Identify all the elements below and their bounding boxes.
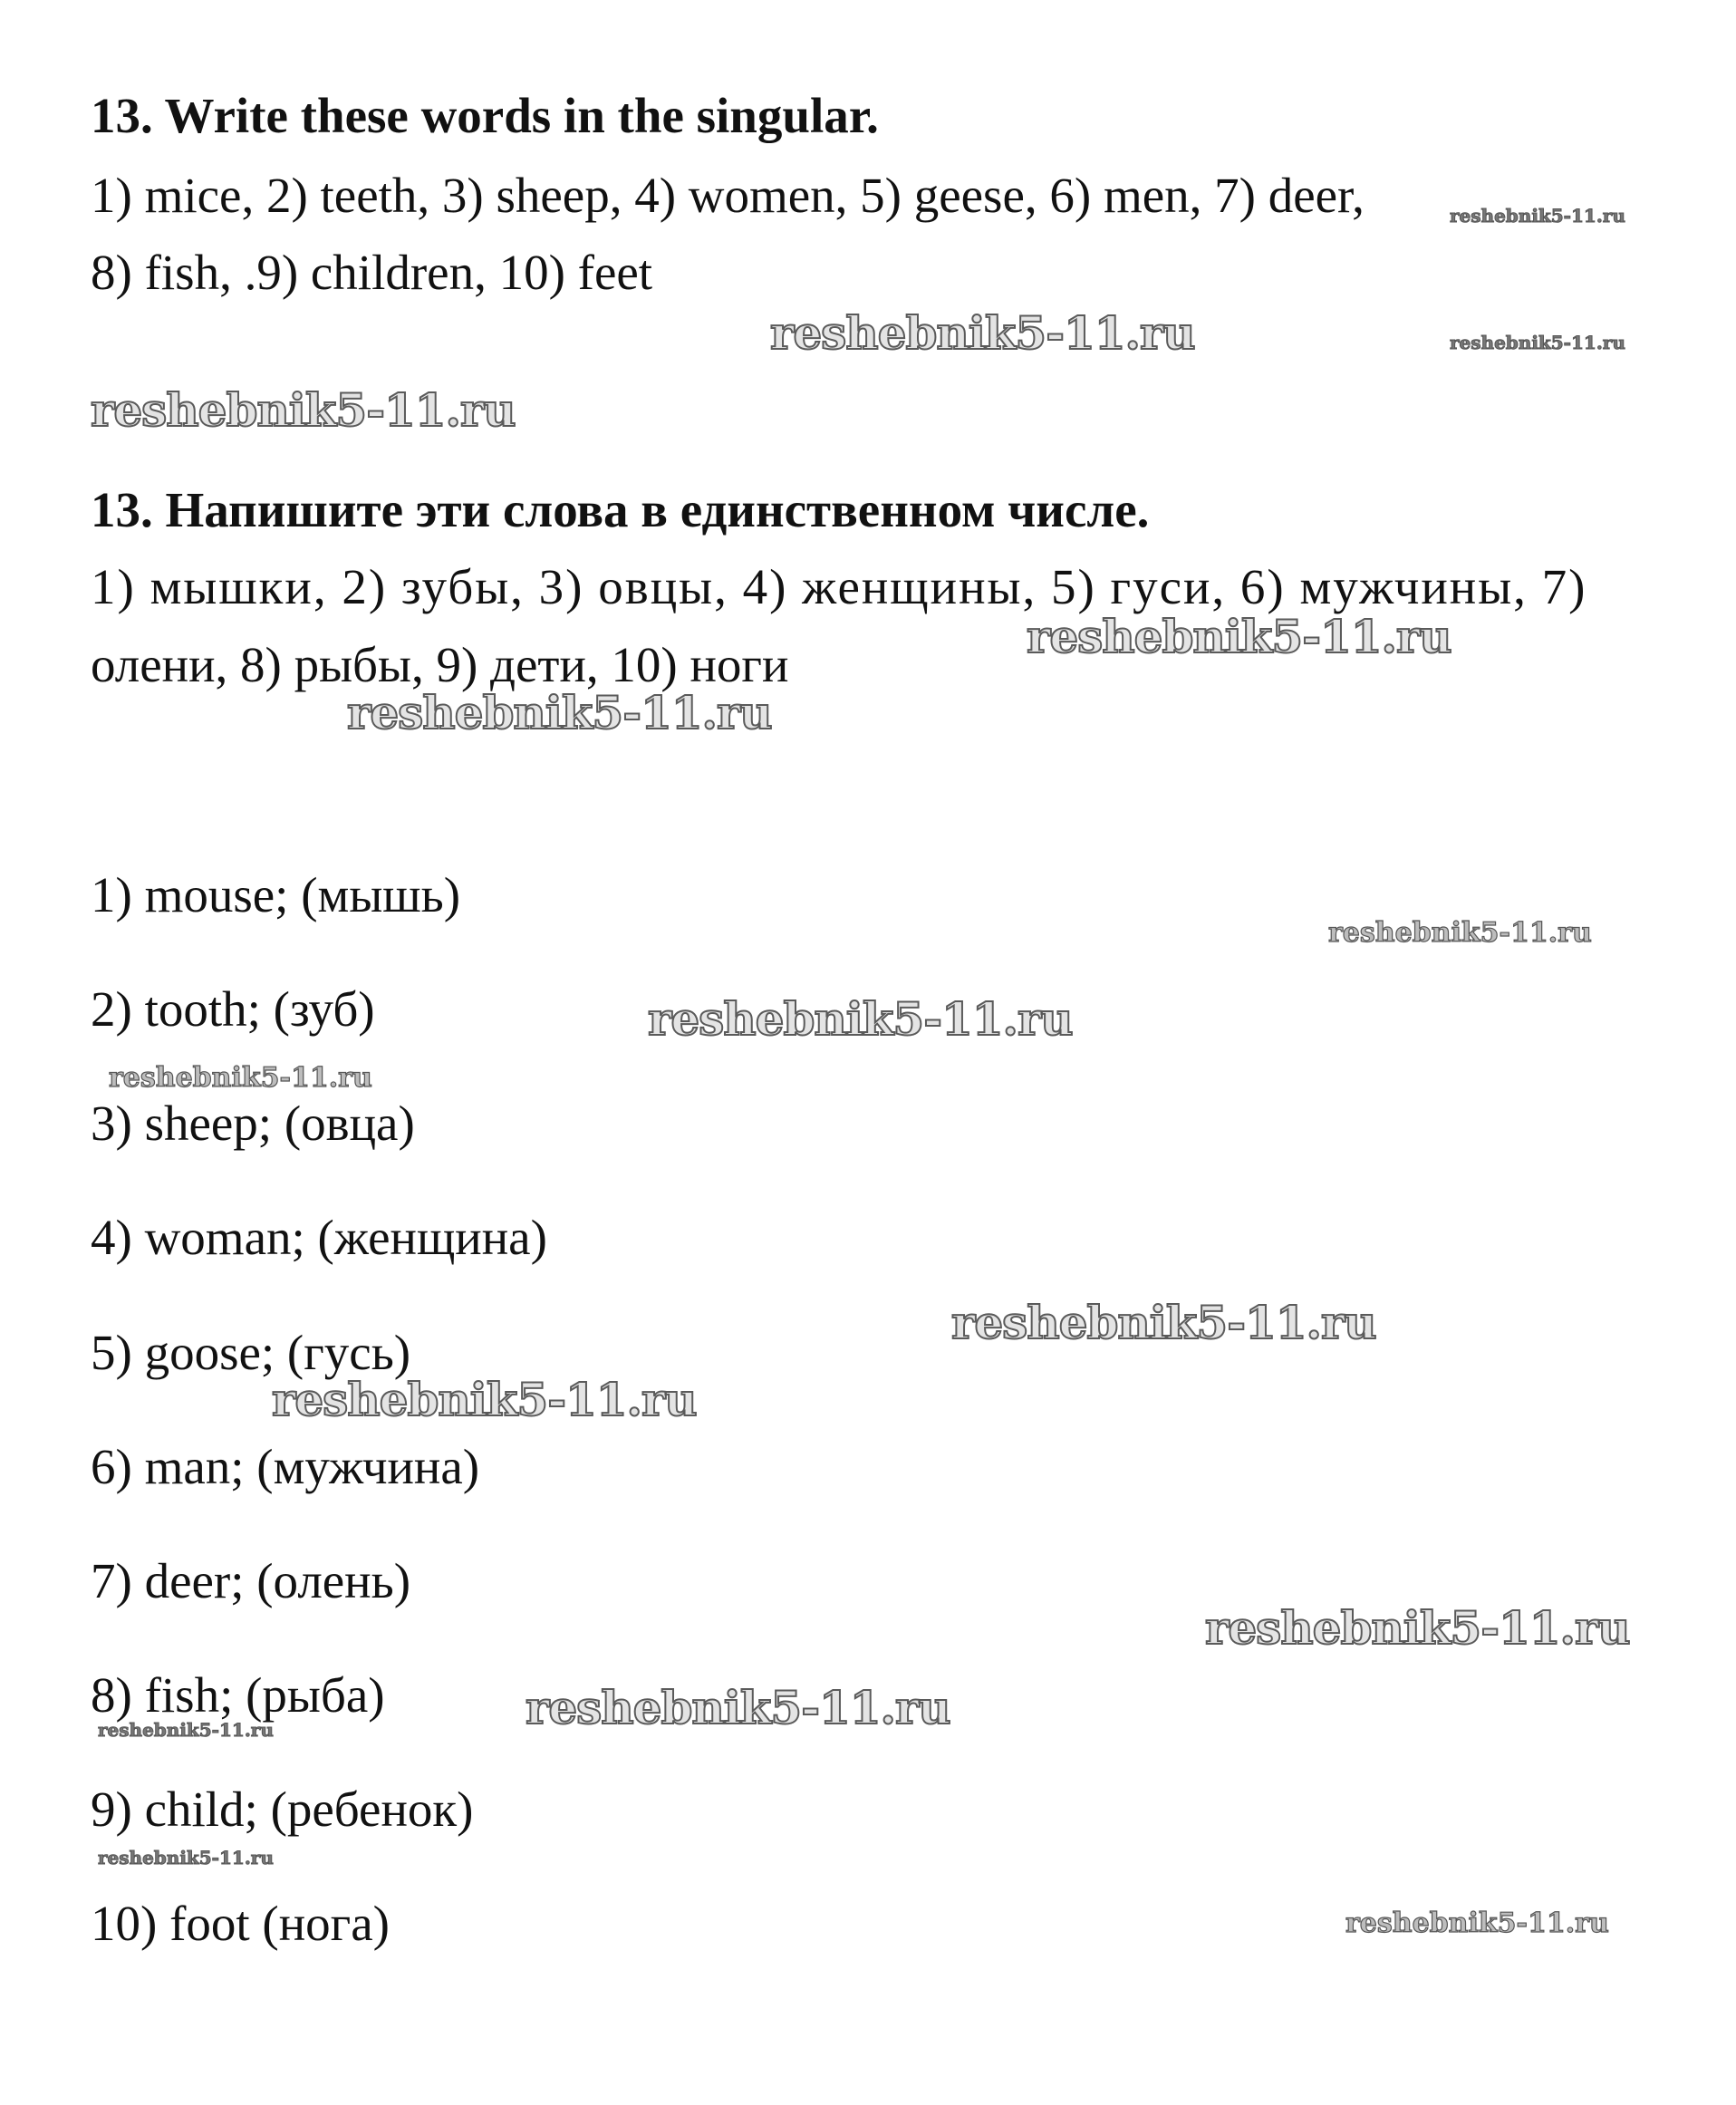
watermark: reshebnik5-11.ru xyxy=(347,686,772,739)
watermark: reshebnik5-11.ru xyxy=(770,306,1195,360)
russian-task-heading: 13. Напишите эти слова в единственном числе. xyxy=(91,482,1150,537)
watermark: reshebnik5-11.ru xyxy=(1328,917,1592,949)
watermark: reshebnik5-11.ru xyxy=(951,1296,1376,1349)
watermark: reshebnik5-11.ru xyxy=(1450,205,1625,227)
watermark: reshebnik5-11.ru xyxy=(648,992,1073,1046)
watermark: reshebnik5-11.ru xyxy=(1345,1907,1609,1939)
watermark: reshebnik5-11.ru xyxy=(109,1062,372,1094)
watermark: reshebnik5-11.ru xyxy=(98,1847,274,1868)
answer-item-8: 8) fish; (рыба) xyxy=(91,1667,385,1723)
watermark: reshebnik5-11.ru xyxy=(272,1373,697,1426)
russian-task-words-line-1: 1) мышки, 2) зубы, 3) овцы, 4) женщины, 5) гуси, 6) мужчины, 7) xyxy=(91,559,1587,614)
english-task-words-line-2: 8) fish, .9) children, 10) feet xyxy=(91,245,653,300)
answer-item-7: 7) deer; (олень) xyxy=(91,1553,411,1608)
watermark: reshebnik5-11.ru xyxy=(1027,610,1451,663)
answer-item-3: 3) sheep; (овца) xyxy=(91,1096,415,1151)
answer-item-4: 4) woman; (женщина) xyxy=(91,1210,547,1265)
answer-item-9: 9) child; (ребенок) xyxy=(91,1782,474,1837)
watermark: reshebnik5-11.ru xyxy=(91,383,516,437)
answer-item-5: 5) goose; (гусь) xyxy=(91,1325,411,1380)
english-task-words-line-1: 1) mice, 2) teeth, 3) sheep, 4) women, 5) geese, 6) men, 7) deer, xyxy=(91,168,1365,223)
watermark: reshebnik5-11.ru xyxy=(1205,1601,1630,1655)
answer-item-10: 10) foot (нога) xyxy=(91,1896,390,1951)
answer-item-1: 1) mouse; (мышь) xyxy=(91,867,461,922)
watermark: reshebnik5-11.ru xyxy=(1450,332,1625,353)
watermark: reshebnik5-11.ru xyxy=(98,1719,274,1741)
russian-task-words-line-2: олени, 8) рыбы, 9) дети, 10) ноги xyxy=(91,637,789,692)
answer-item-6: 6) man; (мужчина) xyxy=(91,1439,480,1494)
english-task-heading: 13. Write these words in the singular. xyxy=(91,88,879,143)
watermark: reshebnik5-11.ru xyxy=(526,1681,950,1734)
answer-item-2: 2) tooth; (зуб) xyxy=(91,981,375,1037)
